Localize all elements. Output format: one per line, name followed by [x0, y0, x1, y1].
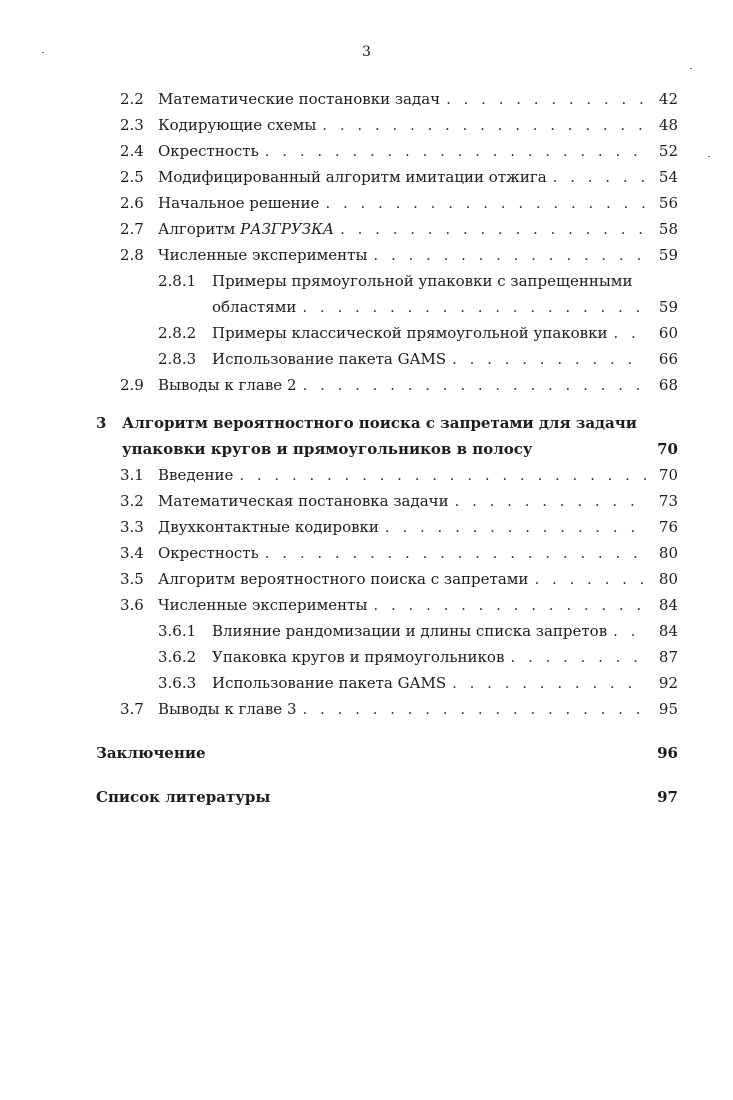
toc-title: Численные эксперименты — [158, 596, 368, 614]
toc-title: Упаковка кругов и прямоугольников — [212, 648, 505, 666]
scan-speck — [690, 68, 692, 69]
chapter-num: 3 — [96, 414, 107, 432]
toc-page: 42 — [658, 90, 678, 108]
toc-page: 48 — [658, 116, 678, 134]
toc-title: Окрестность — [158, 142, 259, 160]
dot-leader — [265, 540, 646, 566]
dot-leader — [302, 294, 646, 320]
dot-leader — [553, 164, 646, 190]
toc-num: 3.6.2 — [158, 648, 197, 666]
toc-num: 3.6.1 — [158, 622, 197, 640]
toc-entry-2-9 — [96, 372, 678, 398]
toc-entry-3-6-3 — [96, 670, 678, 696]
toc-entry-3-6-2 — [96, 644, 678, 670]
toc-entry-2-8-3 — [96, 346, 678, 372]
references-page: 97 — [657, 788, 678, 806]
toc-title-cont: областями — [212, 298, 297, 316]
toc-title-italic: РАЗГРУЗКА — [240, 220, 335, 238]
page-number: 3 — [362, 44, 371, 60]
dot-leader — [303, 372, 647, 398]
toc-num: 3.6.3 — [158, 674, 197, 692]
toc-num: 3.1 — [120, 466, 144, 484]
toc-entry-2-7 — [96, 216, 678, 242]
toc-entry-3-7 — [96, 696, 678, 722]
table-of-contents — [96, 86, 678, 810]
toc-title: Численные эксперименты — [158, 246, 368, 264]
dot-leader — [613, 618, 646, 644]
toc-entry-3-6 — [96, 592, 678, 618]
toc-page: 54 — [658, 168, 678, 186]
toc-entry-3-6-1 — [96, 618, 678, 644]
toc-entry-2-8-2 — [96, 320, 678, 346]
scan-speck — [708, 156, 710, 157]
toc-entry-2-8 — [96, 242, 678, 268]
toc-num: 2.8.3 — [158, 350, 197, 368]
toc-entry-2-2 — [96, 86, 678, 112]
toc-num: 3.4 — [120, 544, 144, 562]
toc-num: 3.5 — [120, 570, 144, 588]
dot-leader — [455, 488, 646, 514]
toc-num: 3.3 — [120, 518, 144, 536]
toc-page: 66 — [658, 350, 678, 368]
toc-num: 2.9 — [120, 376, 144, 394]
toc-entry-3-4 — [96, 540, 678, 566]
toc-title: Алгоритм вероятностного поиска с запретами — [158, 570, 529, 588]
chapter-title-line-1 — [96, 410, 678, 436]
dot-leader — [510, 644, 646, 670]
dot-leader — [452, 670, 646, 696]
toc-conclusion — [96, 740, 678, 766]
toc-page: 73 — [658, 492, 678, 510]
toc-title: Введение — [158, 466, 234, 484]
toc-title-text: Алгоритм — [158, 220, 236, 238]
dot-leader — [340, 216, 646, 242]
toc-num: 3.7 — [120, 700, 144, 718]
toc-entry-2-3 — [96, 112, 678, 138]
toc-num: 2.5 — [120, 168, 144, 186]
toc-page: 52 — [658, 142, 678, 160]
scan-speck — [42, 52, 44, 53]
toc-title: Математические постановки задач — [158, 90, 441, 108]
toc-page: 70 — [658, 466, 678, 484]
chapter-title-line-2 — [96, 436, 678, 462]
toc-title: Примеры классической прямоугольной упаковки — [212, 324, 608, 342]
toc-references — [96, 784, 678, 810]
toc-page: 84 — [658, 622, 678, 640]
toc-title: Математическая постановка задачи — [158, 492, 449, 510]
toc-num: 2.4 — [120, 142, 144, 160]
toc-title: Окрестность — [158, 544, 259, 562]
toc-page: 56 — [658, 194, 678, 212]
toc-entry-3-2 — [96, 488, 678, 514]
toc-title: Использование пакета GAMS — [212, 350, 447, 368]
toc-title: Выводы к главе 3 — [158, 700, 297, 718]
toc-num: 2.8.1 — [158, 272, 197, 290]
toc-entry-3-1 — [96, 462, 678, 488]
toc-title: Кодирующие схемы — [158, 116, 317, 134]
toc-entry-2-5 — [96, 164, 678, 190]
chapter-title: Алгоритм вероятностного поиска с запретами для задачи — [122, 414, 637, 432]
toc-num: 2.3 — [120, 116, 144, 134]
toc-page: 60 — [658, 324, 678, 342]
toc-entry-3-5 — [96, 566, 678, 592]
toc-num: 2.7 — [120, 220, 144, 238]
dot-leader — [614, 320, 646, 346]
dot-leader — [534, 566, 646, 592]
references-title: Список литературы — [96, 788, 271, 806]
toc-page: 95 — [658, 700, 678, 718]
toc-page: 92 — [658, 674, 678, 692]
toc-num: 3.2 — [120, 492, 144, 510]
toc-entry-2-8-1-cont — [96, 294, 678, 320]
dot-leader — [373, 592, 646, 618]
toc-num: 2.8 — [120, 246, 144, 264]
toc-page: 80 — [658, 544, 678, 562]
toc-entry-2-4 — [96, 138, 678, 164]
dot-leader — [325, 190, 646, 216]
dot-leader — [303, 696, 647, 722]
chapter-page: 70 — [657, 440, 678, 458]
dot-leader — [239, 462, 646, 488]
toc-page: 80 — [658, 570, 678, 588]
toc-page: 68 — [658, 376, 678, 394]
conclusion-page: 96 — [657, 744, 678, 762]
dot-leader — [265, 138, 646, 164]
toc-title: Использование пакета GAMS — [212, 674, 447, 692]
toc-page: 87 — [658, 648, 678, 666]
toc-title: Модифицированный алгоритм имитации отжига — [158, 168, 547, 186]
toc-page: 59 — [658, 298, 678, 316]
toc-page: 76 — [658, 518, 678, 536]
toc-page: 59 — [658, 246, 678, 264]
dot-leader — [373, 242, 646, 268]
toc-num: 3.6 — [120, 596, 144, 614]
toc-title: Примеры прямоугольной упаковки с запрещенными — [212, 272, 633, 290]
dot-leader — [322, 112, 646, 138]
dot-leader — [385, 514, 646, 540]
dot-leader — [452, 346, 646, 372]
toc-page: 84 — [658, 596, 678, 614]
toc-title: Выводы к главе 2 — [158, 376, 297, 394]
toc-page: 58 — [658, 220, 678, 238]
toc-title: Начальное решение — [158, 194, 320, 212]
toc-entry-2-8-1 — [96, 268, 678, 294]
toc-title: Влияние рандомизации и длины списка запретов — [212, 622, 608, 640]
toc-title: Двухконтактные кодировки — [158, 518, 379, 536]
conclusion-title: Заключение — [96, 744, 206, 762]
toc-chapter-3 — [96, 410, 678, 462]
dot-leader — [446, 86, 646, 112]
toc-entry-2-6 — [96, 190, 678, 216]
toc-num: 2.2 — [120, 90, 144, 108]
toc-num: 2.6 — [120, 194, 144, 212]
toc-entry-3-3 — [96, 514, 678, 540]
chapter-title-cont: упаковки кругов и прямоугольников в полосу — [122, 440, 533, 458]
toc-title — [158, 216, 334, 242]
toc-num: 2.8.2 — [158, 324, 197, 342]
